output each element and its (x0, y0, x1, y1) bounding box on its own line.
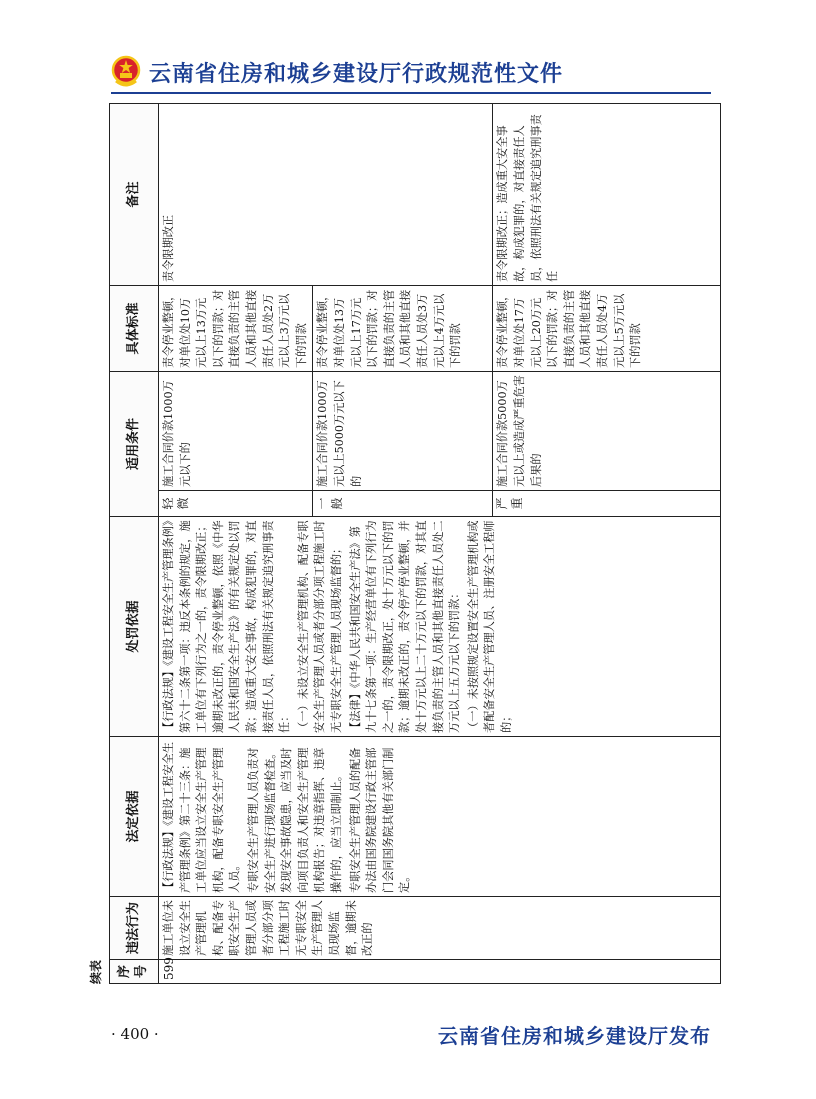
legal-basis-cell (159, 737, 721, 897)
document-title: 云南省住房和城乡建设厅行政规范性文件 (149, 61, 564, 87)
table-header-row (110, 103, 159, 983)
legal-paragraph: 专职安全生产管理人员的配备办法由国务院建设行政主管部门会同国务院其他有关部门制定。 (348, 747, 412, 893)
col-header-penalty: 处罚依据 (110, 517, 159, 737)
note-cell: 责令限期改正 (159, 103, 493, 285)
penalty-basis-cell (159, 517, 721, 737)
severity-level-cell: 一般 (313, 491, 493, 517)
col-header-seq: 序号 (110, 960, 159, 984)
legal-paragraph: 【行政法规】《建设工程安全生产管理条例》第二十三条：施工单位应当设立安全生产管理机构，配备专职安全生产管理人员。 (162, 741, 242, 893)
severity-level-cell: 严重 (493, 491, 721, 517)
penalty-paragraph: （一）未按照规定设置安全生产管理机构或者配备安全生产管理人员、注册安全工程师的； (466, 520, 513, 733)
penalty-paragraph: 【法律】《中华人民共和国安全生产法》第九十七条第一项：生产经营单位有下列行为之一的，责令限期改正，处十万元以下的罚款；逾期未改正的，责令停产停业整顿，并处十万元以上二十万元以下的罚款，对其直接负责的主管人员和其他直接责任人员处二万元以上五万元以下的罚款： (348, 520, 462, 733)
col-header-note: 备注 (110, 103, 159, 285)
penalty-table (109, 103, 721, 984)
continued-label: 续表 (89, 959, 103, 984)
col-header-legal: 法定依据 (110, 737, 159, 897)
seq-cell: 599 (159, 960, 721, 984)
standard-cell: 责令停业整顿，对单位处10万元以上13万元以下的罚款；对直接负责的主管人员和其他直接责任人员处2万元以上3万元以下的罚款 (159, 285, 313, 371)
severity-level-cell: 轻微 (159, 491, 313, 517)
col-header-standard: 具体标准 (110, 285, 159, 371)
document-header (111, 54, 563, 90)
col-header-behavior: 违法行为 (110, 897, 159, 960)
behavior-cell: 施工单位未设立安全生产管理机构、配备专职安全生产管理人员或者分部分项工程施工时无专职安全生产管理人员现场监督，逾期未改正的 (159, 897, 721, 960)
table-row (159, 103, 313, 983)
rotated-table-block (89, 104, 715, 984)
note-cell: 责令限期改正；造成重大安全事故，构成犯罪的，对直接责任人员，依照刑法有关规定追究刑事责任 (493, 103, 721, 285)
condition-cell: 施工合同价款5000万元以上或造成严重危害后果的 (493, 371, 721, 490)
condition-cell: 施工合同价款1000万元以上5000万元以下的 (313, 371, 493, 490)
national-emblem-icon (111, 55, 141, 89)
standard-cell: 责令停业整顿，对单位处17万元以上20万元以下的罚款；对直接负责的主管人员和其他直接责任人员处4万元以上5万元以下的罚款 (493, 285, 721, 371)
col-header-condition: 适用条件 (110, 371, 159, 516)
page-number: · 400 · (111, 1025, 159, 1043)
penalty-paragraph: 【行政法规】《建设工程安全生产管理条例》第六十二条第一项：违反本条例的规定，施工单位有下列行为之一的，责令限期改正；逾期未改正的，责令停业整顿，依照《中华人民共和国安全生产法》的有关规定处以罚款；造成重大安全事故，构成犯罪的，对直接责任人员，依照刑法有关规定追究刑事责任： (162, 520, 292, 733)
standard-cell: 责令停业整顿，对单位处13万元以上17万元以下的罚款；对直接负责的主管人员和其他直接责任人员处3万元以上4万元以下的罚款 (313, 285, 493, 371)
legal-paragraph: 专职安全生产管理人员负责对安全生产进行现场监督检查。发现安全事故隐患，应当及时向项目负责人和安全生产管理机构报告；对违章指挥、违章操作的，应当立即制止。 (246, 747, 343, 893)
publisher-label: 云南省住房和城乡建设厅发布 (438, 1024, 711, 1048)
condition-cell: 施工合同价款1000万元以下的 (159, 371, 313, 490)
header-divider (111, 92, 711, 94)
penalty-paragraph: （一）未设立安全生产管理机构、配备专职安全生产管理人员或者分部分项工程施工时无专职安全生产管理人员现场监督的； (296, 520, 343, 733)
